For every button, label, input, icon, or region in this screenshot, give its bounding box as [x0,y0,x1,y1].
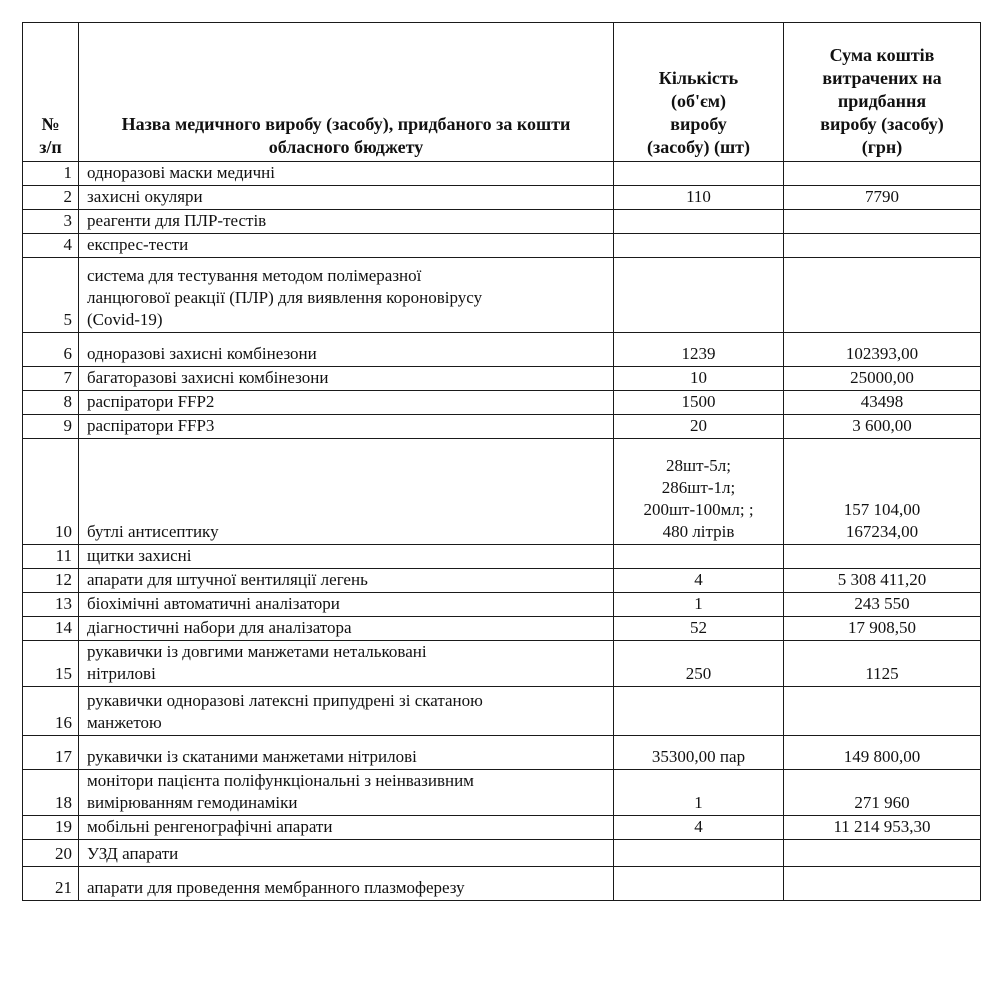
row-num: 6 [23,333,79,367]
row-num: 21 [23,867,79,901]
row-num: 5 [23,258,79,333]
row-name: біохімічні автоматичні аналізатори [79,593,614,617]
row-num: 1 [23,162,79,186]
row-num: 19 [23,816,79,840]
row-sum: 11 214 953,30 [784,816,981,840]
table-row [23,687,981,736]
row-qty: 20 [614,415,784,439]
table-row [23,545,981,569]
table-header-row [23,23,981,162]
row-qty [614,545,784,569]
row-name: експрес-тести [79,234,614,258]
row-name: рукавички із довгими манжетами нетальковані нітрилові [79,641,614,687]
row-qty [614,210,784,234]
row-name: рукавички із скатаними манжетами нітрилові [79,736,614,770]
row-name: діагностичні набори для аналізатора [79,617,614,641]
table-body [23,162,981,901]
table-row [23,258,981,333]
table-row [23,641,981,687]
row-sum: 243 550 [784,593,981,617]
row-num: 9 [23,415,79,439]
table-row [23,736,981,770]
row-name: щитки захисні [79,545,614,569]
row-sum [784,545,981,569]
row-num: 2 [23,186,79,210]
row-name: мобільні ренгенографічні апарати [79,816,614,840]
row-name: распіратори FFP2 [79,391,614,415]
row-sum: 3 600,00 [784,415,981,439]
row-num: 8 [23,391,79,415]
header-name: Назва медичного виробу (засобу), придбаного за кошти обласного бюджету [79,23,614,162]
row-name: УЗД апарати [79,840,614,867]
row-qty: 1 [614,770,784,816]
row-qty [614,687,784,736]
row-qty [614,840,784,867]
row-qty: 4 [614,569,784,593]
table-row [23,439,981,545]
row-num: 3 [23,210,79,234]
table-row [23,617,981,641]
row-qty: 4 [614,816,784,840]
table-row [23,186,981,210]
row-name: апарати для штучної вентиляції легень [79,569,614,593]
row-sum: 157 104,00 167234,00 [784,439,981,545]
row-num: 7 [23,367,79,391]
row-sum [784,258,981,333]
table-row [23,210,981,234]
table-row [23,593,981,617]
row-num: 20 [23,840,79,867]
row-sum: 149 800,00 [784,736,981,770]
row-qty [614,258,784,333]
row-qty: 28шт-5л; 286шт-1л; 200шт-100мл; ; 480 літрів [614,439,784,545]
row-sum: 1125 [784,641,981,687]
row-qty: 1239 [614,333,784,367]
row-sum [784,162,981,186]
row-qty: 250 [614,641,784,687]
header-qty: Кількість (об'єм) виробу (засобу) (шт) [614,23,784,162]
table-row [23,162,981,186]
row-name: захисні окуляри [79,186,614,210]
row-name: монітори пацієнта поліфункціональні з неінвазивним вимірюванням гемодинаміки [79,770,614,816]
row-sum [784,867,981,901]
row-num: 16 [23,687,79,736]
table-row [23,367,981,391]
table-row [23,867,981,901]
row-qty [614,867,784,901]
row-num: 17 [23,736,79,770]
procurement-table [22,22,981,901]
row-name: апарати для проведення мембранного плазмоферезу [79,867,614,901]
header-sum: Сума коштів витрачених на придбання виробу (засобу) (грн) [784,23,981,162]
table-row [23,569,981,593]
row-qty: 1500 [614,391,784,415]
table-row [23,234,981,258]
row-qty: 10 [614,367,784,391]
row-sum [784,234,981,258]
row-sum [784,840,981,867]
row-name: распіратори FFP3 [79,415,614,439]
row-num: 10 [23,439,79,545]
table-row [23,415,981,439]
row-sum: 25000,00 [784,367,981,391]
row-qty: 1 [614,593,784,617]
row-qty [614,162,784,186]
row-qty: 110 [614,186,784,210]
header-num: № з/п [23,23,79,162]
row-sum: 17 908,50 [784,617,981,641]
row-name: рукавички одноразові латексні припудрені зі скатаною манжетою [79,687,614,736]
table-row [23,840,981,867]
row-qty: 52 [614,617,784,641]
table-row [23,770,981,816]
row-name: одноразові захисні комбінезони [79,333,614,367]
table-row [23,391,981,415]
table-row [23,816,981,840]
row-sum: 5 308 411,20 [784,569,981,593]
row-name: система для тестування методом полімеразної ланцюгової реакції (ПЛР) для виявлення короновірусу (Covid-19) [79,258,614,333]
row-num: 12 [23,569,79,593]
row-qty [614,234,784,258]
row-name: реагенти для ПЛР-тестів [79,210,614,234]
row-sum: 102393,00 [784,333,981,367]
row-sum [784,210,981,234]
row-sum: 7790 [784,186,981,210]
row-sum [784,687,981,736]
row-qty: 35300,00 пар [614,736,784,770]
row-num: 13 [23,593,79,617]
row-name: одноразові маски медичні [79,162,614,186]
table-row [23,333,981,367]
row-num: 15 [23,641,79,687]
row-sum: 43498 [784,391,981,415]
row-name: бутлі антисептику [79,439,614,545]
row-num: 18 [23,770,79,816]
row-num: 14 [23,617,79,641]
row-num: 11 [23,545,79,569]
row-sum: 271 960 [784,770,981,816]
row-name: багаторазові захисні комбінезони [79,367,614,391]
row-num: 4 [23,234,79,258]
